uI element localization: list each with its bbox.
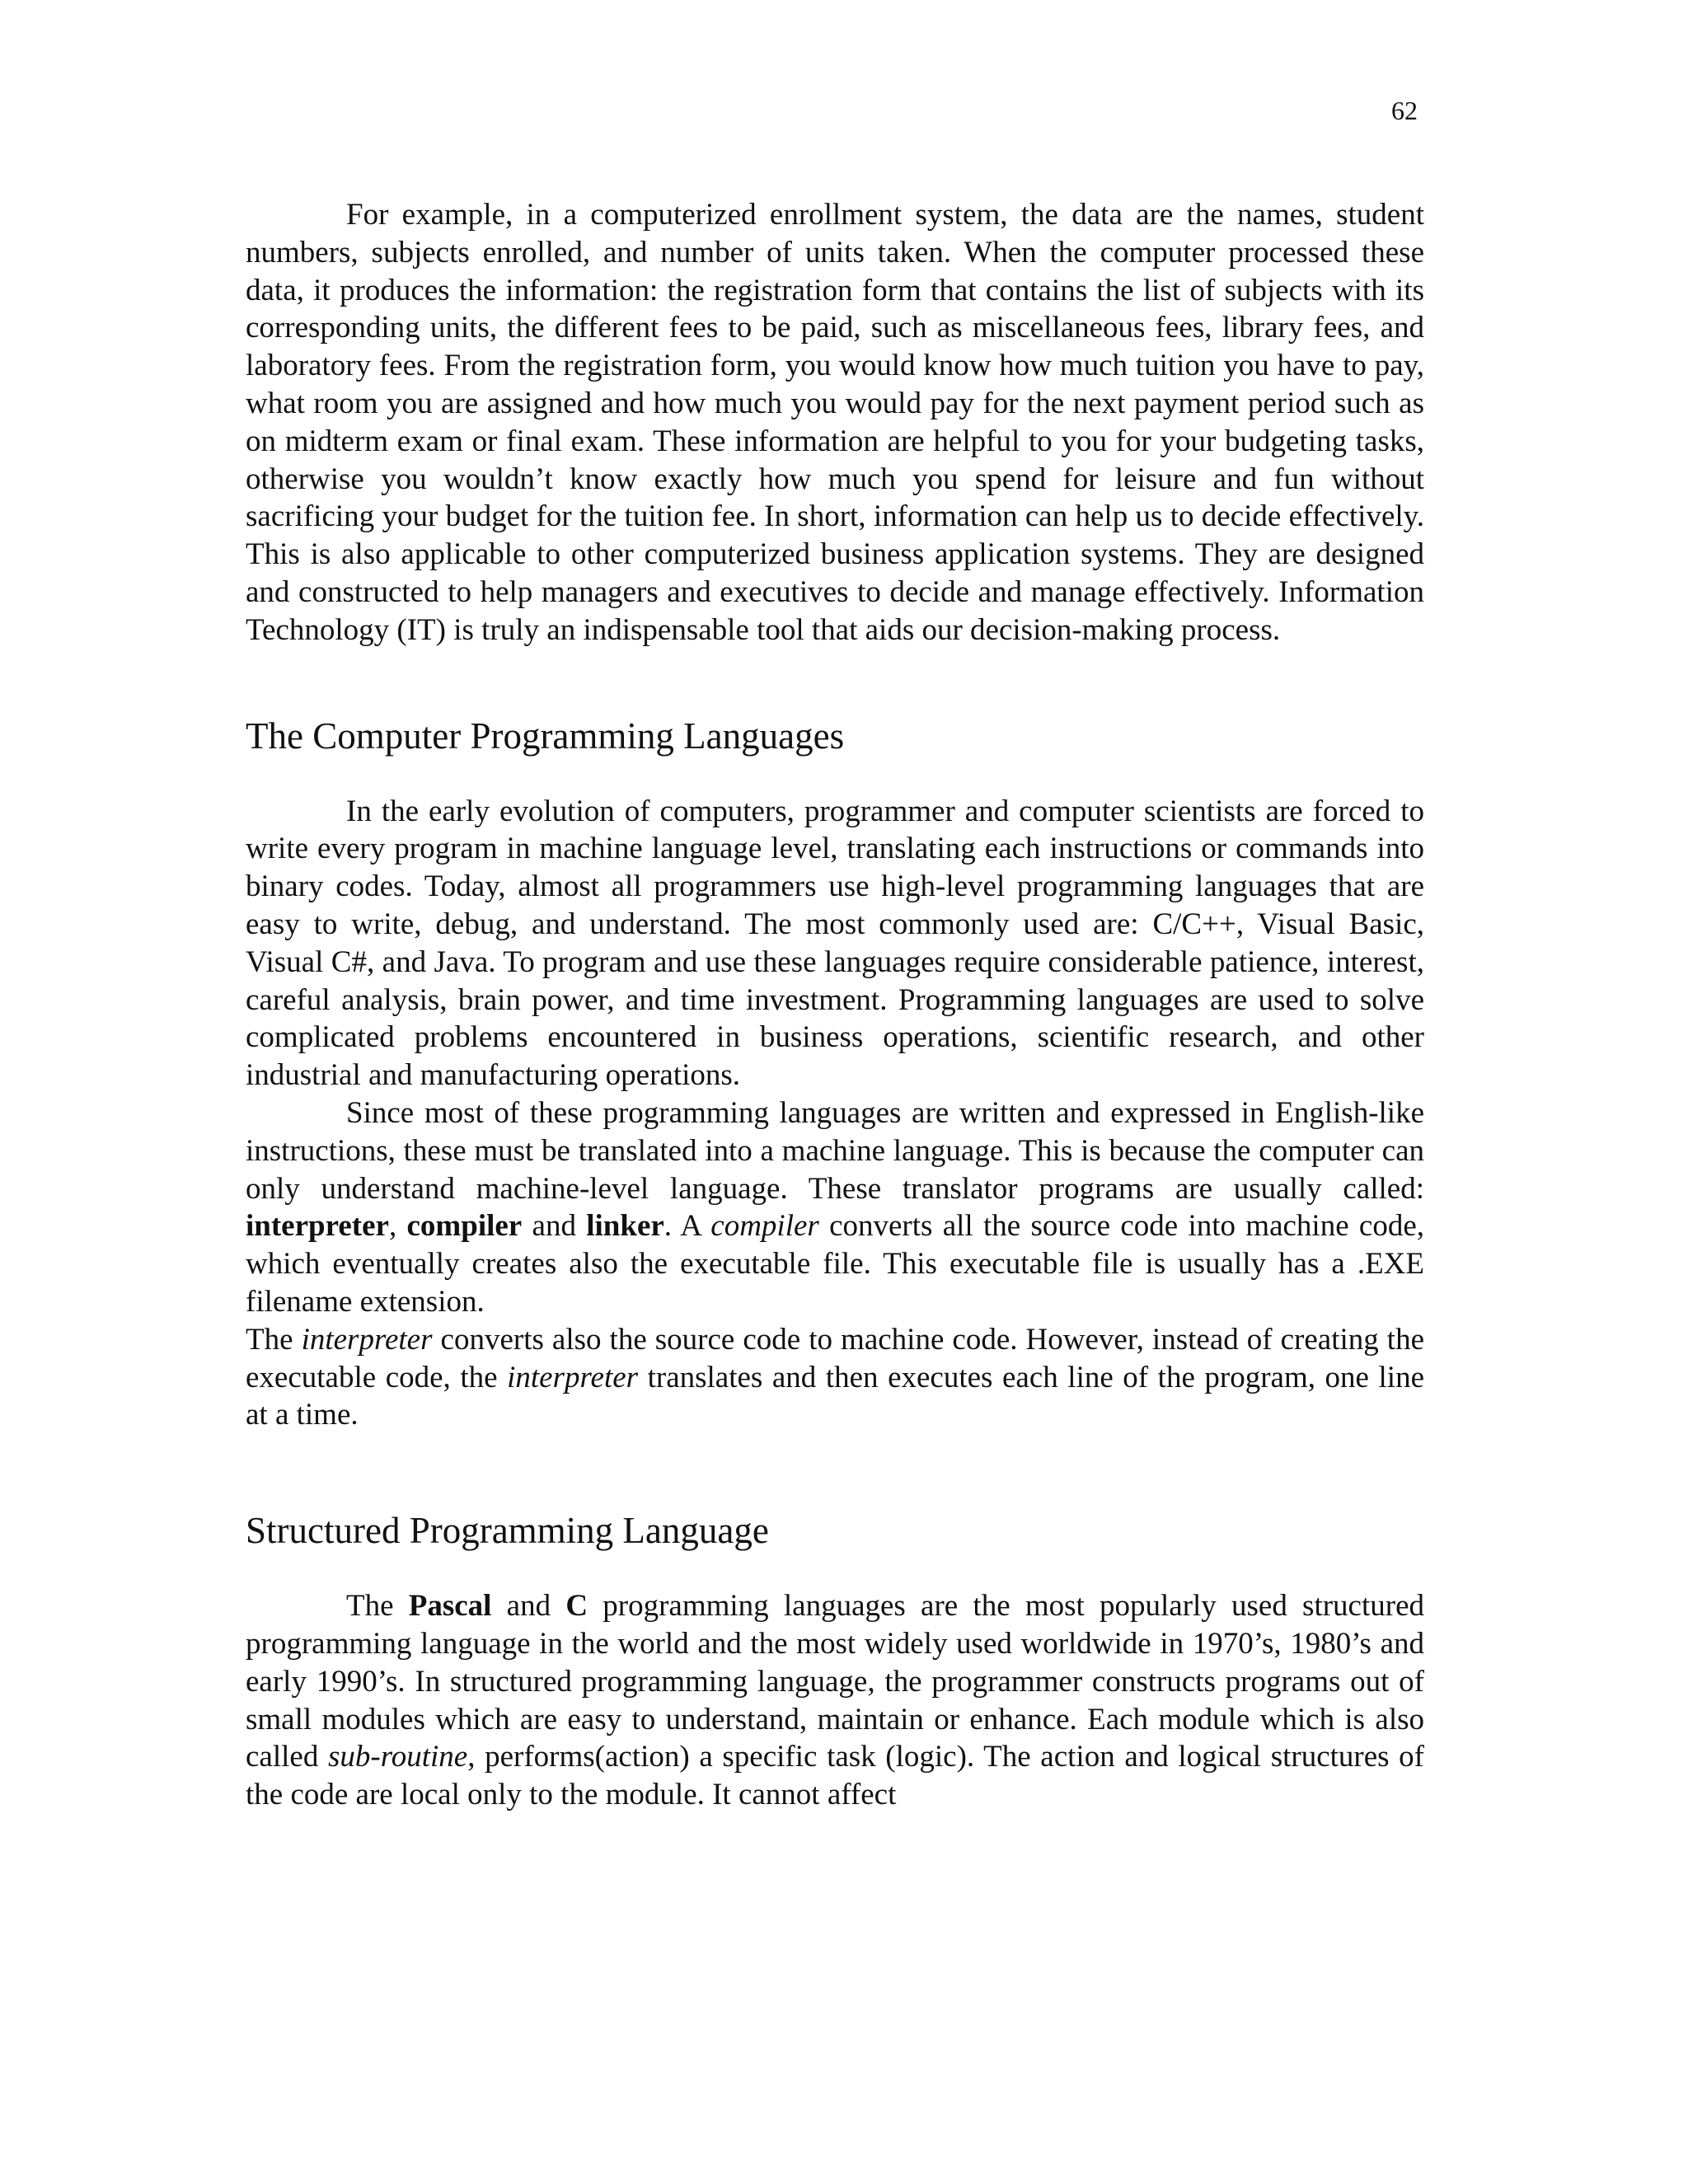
programming-languages-paragraph-3 (246, 1321, 1424, 1434)
text-run: The (246, 1322, 302, 1357)
page-body (246, 196, 1424, 1814)
text-run: converts also the source code to machine code. However, instead of creating the executable code, the (246, 1322, 1425, 1394)
programming-languages-paragraph-2 (246, 1094, 1424, 1321)
section-heading-programming-languages: The Computer Programming Languages (246, 715, 845, 757)
emphasis-sub-routine: sub-routine (327, 1740, 468, 1774)
programming-languages-paragraph-1: In the early evolution of computers, programmer and computer scientists are forced to write every program in machine language level, translating each instructions or commands into binary codes. Today, almost all programmers use high-level programming languages that are easy to write, debug, and understand. The most commonly used are: C/C++, Visual Basic, Visual C#, and Java. To program and use these languages require considerable patience, interest, careful analysis, brain power, and time investment. Programming languages are used to solve complicated problems encountered in business operations, scientific research, and other industrial and manufacturing operations. (246, 794, 1424, 1093)
text-run: and (491, 1589, 566, 1624)
emphasis-interpreter: interpreter (301, 1322, 433, 1357)
text-run: , performs(action) a specific task (logic). The action and logical structures of the code are local only to the module. It cannot affect (246, 1740, 1425, 1812)
text-run: The (346, 1589, 409, 1624)
intro-paragraph: For example, in a computerized enrollment system, the data are the names, student numbers, subjects enrolled, and number of units taken. When the computer processed these data, it produces the information: the registration form that contains the list of subjects with its corresponding units, the different fees to be paid, such as miscellaneous fees, library fees, and laboratory fees. From the registration form, you would know how much tuition you have to pay, what room you are assigned and how much you would pay for the next payment period such as on midterm exam or final exam. These information are helpful to you for your budgeting tasks, otherwise you wouldn’t know exactly how much you spend for leisure and fun without sacrificing your budget for the tuition fee. In short, information can help us to decide effectively. This is also applicable to other computerized business application systems. They are designed and constructed to help managers and executives to decide and manage effectively. Information Technology (IT) is truly an indispensable tool that aids our decision-making process. (246, 198, 1424, 647)
emphasis-compiler: compiler (710, 1209, 819, 1244)
text-run: Since most of these programming languages are written and expressed in English-like instructions, these must be translated into a machine language. This is because the computer can only understand machine-level language. These translator programs are usually called: (246, 1095, 1424, 1206)
text-run: translates and then executes each line of the program, one line at a time. (246, 1360, 1425, 1432)
term-c: C (565, 1589, 588, 1624)
text-run: , (388, 1209, 407, 1244)
text-run: programming languages are the most popularly used structured programming language in the world and the most widely used worldwide in 1970’s, 1980’s and early 1990’s. In structured programming language, the programmer constructs programs out of small modules which are easy to understand, maintain or enhance. Each module which is also called (246, 1589, 1424, 1774)
text-run: converts all the source code into machine code, which eventually creates also the executable file. This executable file is usually has a .EXE filename extension. (246, 1209, 1425, 1319)
page-number: 62 (1391, 96, 1418, 125)
term-pascal: Pascal (408, 1589, 492, 1624)
emphasis-interpreter: interpreter (507, 1360, 639, 1394)
text-run: . A (663, 1209, 711, 1244)
term-interpreter: interpreter (246, 1209, 389, 1244)
term-linker: linker (586, 1209, 664, 1244)
text-run: and (522, 1209, 587, 1244)
section-heading-structured-programming: Structured Programming Language (246, 1510, 769, 1552)
term-compiler: compiler (406, 1209, 523, 1244)
structured-programming-paragraph (246, 1587, 1424, 1814)
